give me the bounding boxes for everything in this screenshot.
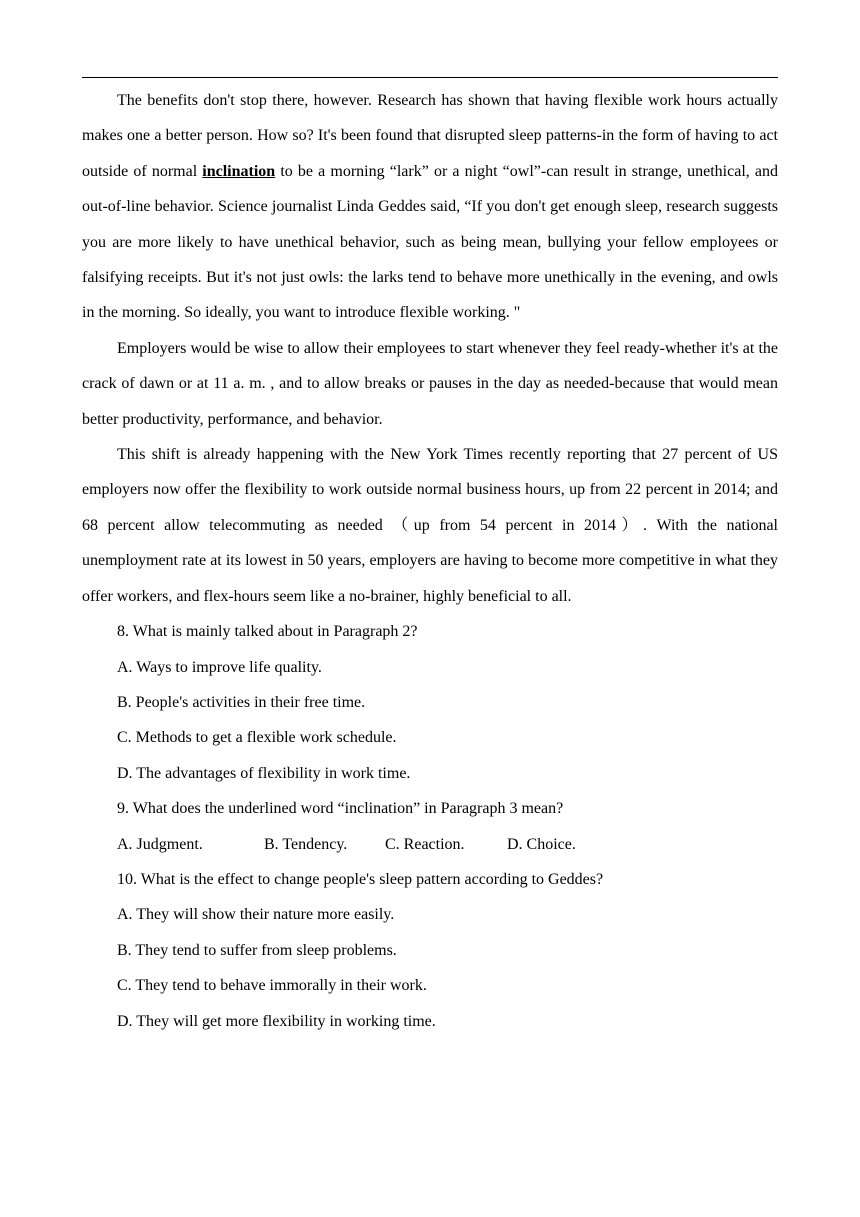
paragraph-2	[82, 83, 778, 331]
question-9-option-d: D. Choice.	[507, 835, 576, 853]
question-9-options	[82, 827, 778, 862]
question-9-stem: 9. What does the underlined word “inclination” in Paragraph 3 mean?	[117, 800, 564, 818]
paragraph-2-text-start: The benefits don't stop there, however. Research has shown that having flexible work hours actually makes one a better person. How so? It's been found that disrupted sleep patterns-in the form of having to act outside of normal	[82, 92, 778, 180]
question-8-stem: 8. What is mainly talked about in Paragraph 2?	[117, 623, 418, 641]
header-rule	[82, 77, 778, 78]
paragraph-3: Employers would be wise to allow their employees to start whenever they feel ready-whether it's at the crack of dawn or at 11 a. m. , and to allow breaks or pauses in the day as needed-because that would mean better productivity, performance, and behavior.	[82, 339, 778, 428]
question-10-option-c: C. They tend to behave immorally in their work.	[117, 977, 427, 995]
document-body	[82, 83, 778, 1039]
question-9-option-a: A. Judgment.	[117, 835, 203, 853]
question-9-option-b: B. Tendency.	[264, 835, 348, 853]
question-8-option-d: D. The advantages of flexibility in work time.	[117, 764, 411, 782]
underlined-word: inclination	[202, 162, 276, 180]
paragraph-2-text-end: to be a morning “lark” or a night “owl”-can result in strange, unethical, and out-of-line behavior. Science journalist Linda Geddes said, “If you don't get enough sleep, research suggests you are more likely to have unethical behavior, such as being mean, bullying your fellow employees or falsifying receipts. But it's not just owls: the larks tend to behave more unethically in the evening, and owls in the morning. So ideally, you want to introduce flexible working. "	[82, 162, 779, 322]
question-9-option-c: C. Reaction.	[385, 835, 465, 853]
question-10-stem: 10. What is the effect to change people's sleep pattern according to Geddes?	[117, 870, 604, 888]
question-10-option-a: A. They will show their nature more easily.	[117, 906, 395, 924]
question-8-option-c: C. Methods to get a flexible work schedule.	[117, 729, 397, 747]
question-8-option-a: A. Ways to improve life quality.	[117, 658, 322, 676]
question-10-option-d: D. They will get more flexibility in working time.	[117, 1012, 436, 1030]
question-10-option-b: B. They tend to suffer from sleep problems.	[117, 941, 397, 959]
question-8-option-b: B. People's activities in their free time.	[117, 693, 366, 711]
paragraph-4: This shift is already happening with the New York Times recently reporting that 27 percent of US employers now offer the flexibility to work outside normal business hours, up from 22 percent in 2014; and 68 percent allow telecommuting as needed （up from 54 percent in 2014）. With the national unemployment rate at its lowest in 50 years, employers are having to become more competitive in what they offer workers, and flex-hours seem like a no-brainer, highly beneficial to all.	[82, 446, 778, 605]
